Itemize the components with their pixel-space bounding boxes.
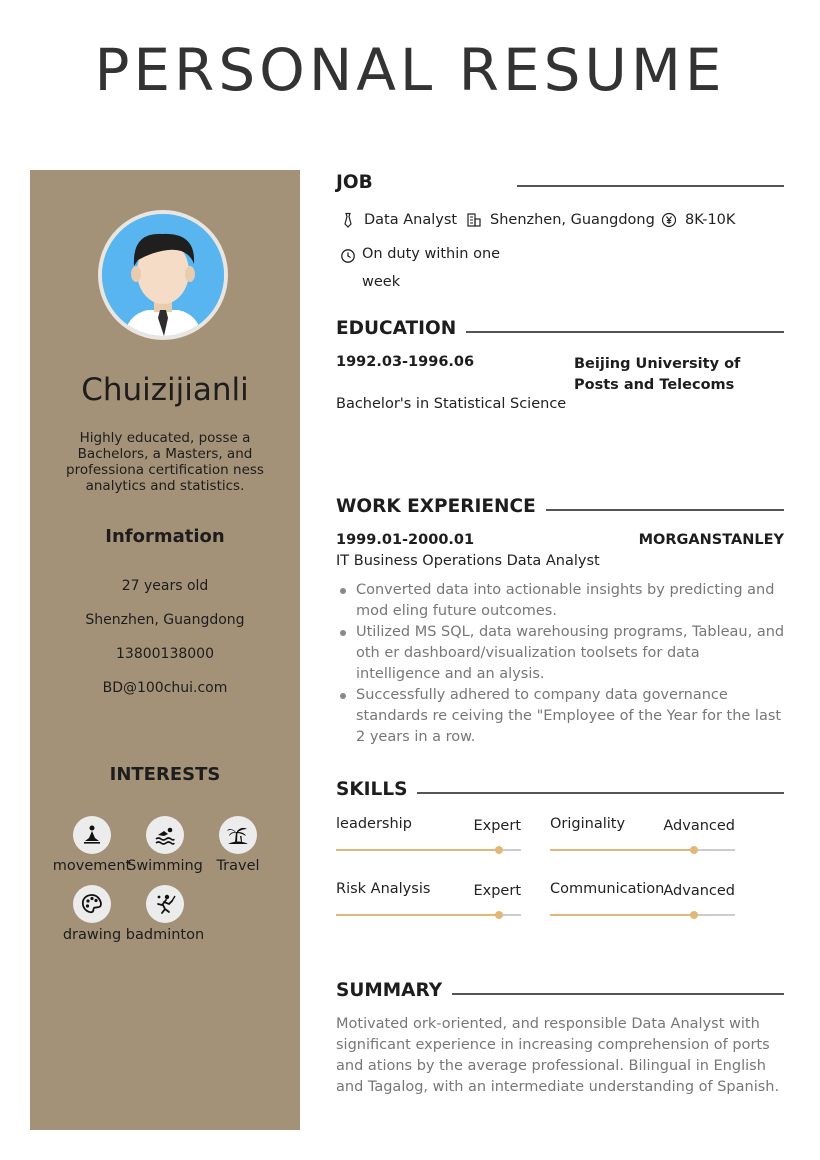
interests-heading: INTERESTS — [109, 764, 221, 785]
swimming-icon — [146, 816, 184, 854]
profile-name: Chuizijianli — [81, 372, 249, 408]
work-section-heading: WORK EXPERIENCE — [336, 496, 784, 522]
work-period: 1999.01-2000.01 — [336, 532, 475, 548]
skill-bar-knob — [690, 911, 698, 919]
skill-bar-knob — [690, 846, 698, 854]
skill-bar-fill — [336, 849, 499, 851]
building-icon — [466, 212, 482, 228]
yuan-icon — [661, 212, 677, 228]
skill-bar-knob — [495, 911, 503, 919]
divider — [527, 509, 784, 511]
job-position: Data Analyst — [340, 212, 457, 228]
interest-travel: Travel — [198, 816, 278, 874]
job-salary: 8K-10K — [661, 212, 735, 228]
work-company: MORGANSTANLEY — [638, 532, 784, 548]
education-degree: Bachelor's in Statistical Science — [336, 396, 567, 412]
palm-tree-icon — [219, 816, 257, 854]
divider — [517, 185, 784, 187]
education-section-heading: EDUCATION — [336, 318, 784, 344]
avatar — [98, 210, 228, 340]
interest-drawing: drawing — [52, 885, 132, 943]
info-email: BD@100chui.com — [102, 680, 228, 696]
interest-badminton: badminton — [125, 885, 205, 943]
info-phone: 13800138000 — [116, 646, 214, 662]
divider — [451, 993, 784, 995]
tie-icon — [340, 212, 356, 228]
avatar-illustration — [102, 214, 224, 336]
education-school: Beijing University of Posts and Telecoms — [574, 356, 741, 393]
info-age: 27 years old — [121, 578, 209, 594]
interest-swimming: Swimming — [125, 816, 205, 874]
list-item: Successfully adhered to company data governance standards re ceiving the "Employee of the Year for the last 2 years in a row. — [336, 685, 786, 748]
summary-section-heading: SUMMARY — [336, 980, 784, 1006]
work-role: IT Business Operations Data Analyst — [336, 553, 600, 569]
list-item: Converted data into actionable insights by predicting and mod eling future outcomes. — [336, 580, 786, 622]
skill-bar-fill — [550, 849, 694, 851]
skill-bar — [550, 914, 735, 916]
divider — [411, 792, 784, 794]
skill-bar-fill — [550, 914, 694, 916]
skill-risk-analysis: Risk Analysis Expert — [336, 881, 521, 921]
clock-icon — [340, 246, 356, 262]
job-availability: On duty within one week — [340, 240, 510, 296]
skill-bar — [336, 849, 521, 851]
skill-bar — [336, 914, 521, 916]
skill-bar-fill — [336, 914, 499, 916]
information-heading: Information — [105, 526, 225, 547]
skill-bar-knob — [495, 846, 503, 854]
badminton-icon — [146, 885, 184, 923]
skill-bar — [550, 849, 735, 851]
divider — [462, 331, 784, 333]
summary-text: Motivated ork-oriented, and responsible Data Analyst with significant experience in increasing comprehension of ports and ations by the average professional. Bilingual in English and Tagalog, with an intermediate understanding of Spanish. — [336, 1016, 780, 1095]
skill-leadership: leadership Expert — [336, 816, 521, 856]
job-city: Shenzhen, Guangdong — [466, 212, 655, 228]
job-section-heading: JOB — [336, 172, 784, 198]
work-bullets — [336, 580, 786, 748]
skill-communication: Communication Advanced — [550, 881, 735, 921]
skills-section-heading: SKILLS — [336, 779, 784, 805]
interest-movement: movement — [52, 816, 132, 874]
list-item: Utilized MS SQL, data warehousing programs, Tableau, and oth er dashboard/visualization toolsets for data intelligence and an alysis. — [336, 622, 786, 685]
education-period: 1992.03-1996.06 — [336, 354, 475, 370]
info-location: Shenzhen, Guangdong — [85, 612, 245, 628]
palette-icon — [73, 885, 111, 923]
yoga-icon — [73, 816, 111, 854]
profile-bio: Highly educated, posse a Bachelors, a Masters, and professiona certification ness analytics and statistics. — [66, 430, 264, 494]
page-title: PERSONAL RESUME — [94, 36, 726, 104]
sidebar — [30, 170, 300, 1130]
skill-originality: Originality Advanced — [550, 816, 735, 856]
